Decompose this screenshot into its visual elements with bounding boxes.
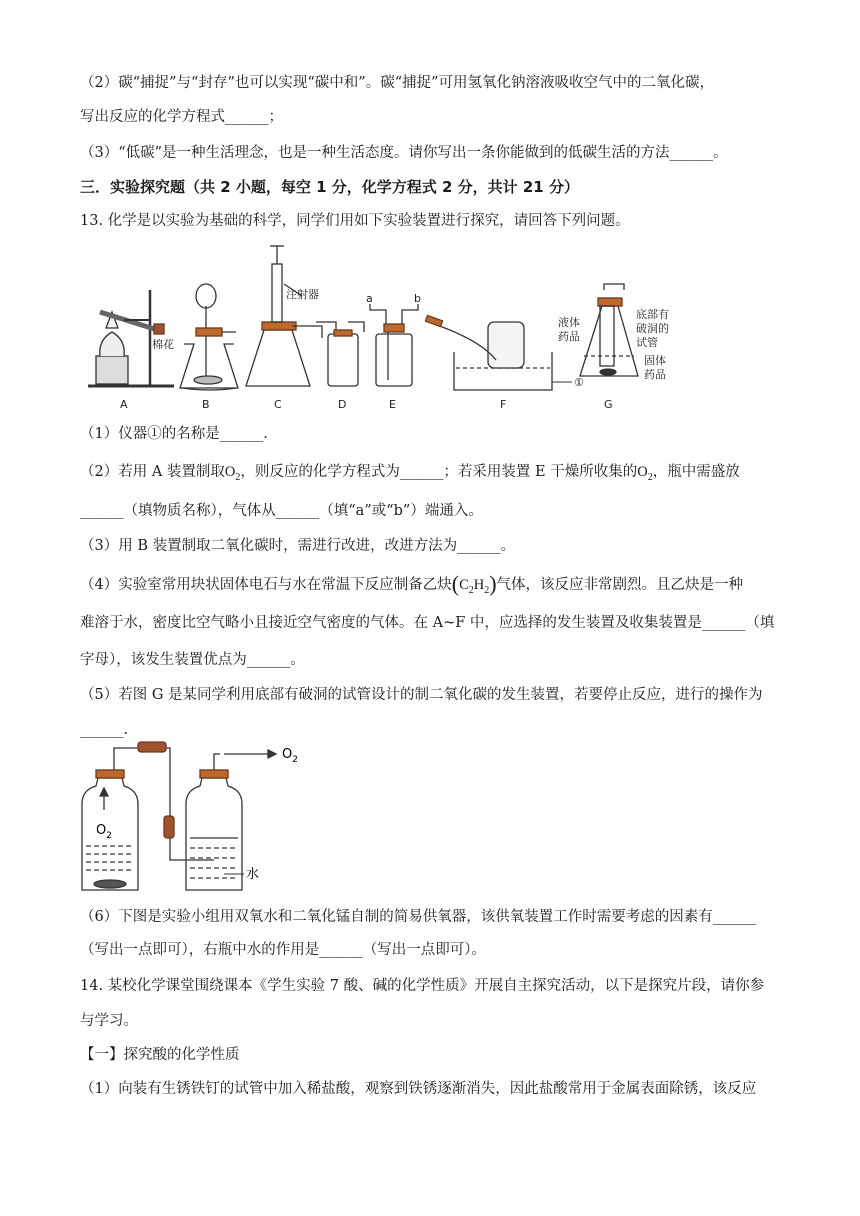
q13-2-line2: ______（填物质名称），气体从______（填“a”或“b”）端通入。 [80,503,483,519]
q14-line1: 14. 某校化学课堂围绕课本《学生实验 7 酸、碱的化学性质》开展自主探究活动，以下是探究片段，请你参 [80,978,765,994]
label-solid-drug-2: 药品 [644,368,666,381]
q14-line2: 与学习。 [80,1013,138,1029]
label-a: A [120,398,128,411]
q13-5-line2: ______. [80,722,129,738]
apparatus-f-gasjar [488,322,524,368]
label-e: E [389,398,396,411]
label-port-b: b [414,292,421,305]
q12-2-line2: 写出反应的化学方程式______； [80,109,283,125]
apparatus-figure [84,240,684,412]
c2h2-formula: $(C_2H_2)$ [451,571,497,596]
mno2-solid [94,880,126,888]
label-broken-tube-2: 破洞的 [636,322,669,335]
apparatus-c-flask [246,330,310,386]
label-f: F [500,398,507,411]
q13-5-line1: （5）若图 G 是某同学利用底部有破洞的试管设计的制二氧化碳的发生装置，若要停止反应，进行的操作为 [80,687,763,703]
label-syringe: 注射器 [286,288,319,301]
o2-right-label: $O_2$ [282,747,298,765]
o2-left-label: $O_2$ [96,823,112,841]
label-port-a: a [366,292,373,305]
label-b: B [202,398,210,411]
apparatus-d-bottle [328,334,358,386]
apparatus-a-block [96,356,128,384]
label-liquid-drug-1: 液体 [558,316,580,329]
q13-4-line3: 字母），该发生装置优点为______。 [80,652,305,668]
q13-3: （3）用 B 装置制取二氧化碳时，需进行改进，改进方法为______。 [80,538,516,554]
o2-formula: $O_2$ [224,464,241,483]
q13-4-line2: 难溶于水，密度比空气略小且接近空气密度的气体。在 A~F 中，应选择的发生装置及收集装置是______（填 [80,615,775,631]
label-d: D [338,398,347,411]
o2-formula: $O_2$ [637,464,653,483]
label-broken-tube-1: 底部有 [636,308,669,321]
label-broken-tube-3: 试管 [636,336,658,349]
label-c: C [274,398,282,411]
q14-1-line1: （1）向装有生锈铁钉的试管中加入稀盐酸，观察到铁锈逐渐消失，因此盐酸常用于金属表面除锈，该反应 [80,1081,757,1097]
q13-6-line2: （写出一点即可），右瓶中水的作用是______（写出一点即可）。 [80,942,486,958]
label-g: G [604,398,613,411]
q14-subheading: 【一】探究酸的化学性质 [80,1047,240,1063]
rubber-tube [138,742,166,752]
q13-1: （1）仪器①的名称是______. [80,426,268,442]
oxygen-supplier-figure [74,738,314,894]
q13-4-line1: （4）实验室常用块状固体电石与水在常温下反应制备乙炔$(C_2H_2)$气体，该反应非常剧烈。且乙炔是一种 [80,571,744,596]
label-solid-drug-1: 固体 [644,354,666,367]
section-3-heading: 三．实验探究题（共 2 小题，每空 1 分，化学方程式 2 分，共计 21 分） [80,178,579,196]
q12-3-line: （3）“低碳”是一种生活理念，也是一种生活态度。请你写出一条你能做到的低碳生活的方法______。 [80,145,728,161]
label-liquid-drug-2: 药品 [558,330,580,343]
right-bottle [186,778,242,890]
label-cotton: 棉花 [152,338,174,351]
apparatus-e-bottle [376,334,412,386]
q13-6-line1: （6）下图是实验小组用双氧水和二氧化锰自制的简易供氧器，该供氧装置工作时需要考虑的因素有______ [80,909,757,925]
q13-2-line1: （2）若用 A 装置制取$O_2$，则反应的化学方程式为______；若采用装置 E 干燥所收集的$O_2$，瓶中需盛放 [80,464,740,483]
q12-2-line1: （2）碳“捕捉”与“封存”也可以实现“碳中和”。碳“捕捉”可用氢氧化钠溶液吸收空气中的二氧化碳， [80,75,715,91]
water-label: 水 [246,867,260,882]
q13-intro: 13. 化学是以实验为基础的科学，同学们用如下实验装置进行探究，请回答下列问题。 [80,213,630,229]
label-circled-one: ① [574,376,584,389]
